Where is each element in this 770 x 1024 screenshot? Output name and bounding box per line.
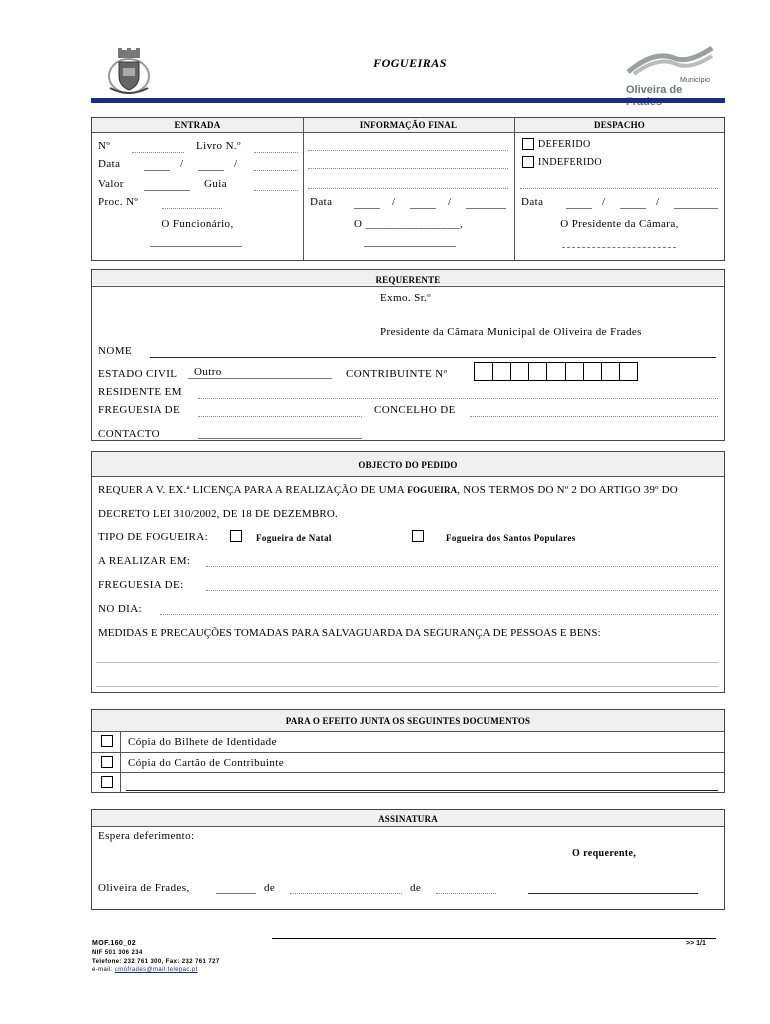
logo-municipio-text: Município [680, 77, 710, 84]
info-final-signer: O ________________, [353, 218, 464, 230]
fogueira-santos-checkbox[interactable] [412, 530, 424, 542]
indeferido-label: INDEFERIDO [538, 157, 602, 168]
assinatura-de-1: de [264, 882, 276, 894]
objecto-line-2: DECRETO LEI 310/2002, DE 18 DE DEZEMBRO. [98, 508, 339, 520]
municipal-crest [104, 48, 154, 96]
info-final-data-year[interactable] [466, 208, 506, 209]
footer-rule [272, 938, 716, 939]
footer-code: MOF.160_02 [92, 940, 137, 947]
assinatura-month[interactable] [290, 893, 402, 894]
fogueira-natal-checkbox[interactable] [230, 530, 242, 542]
despacho-line[interactable] [520, 188, 718, 189]
despacho-signer: O Presidente da Câmara, [560, 218, 679, 230]
entrada-signer: O Funcionário, [161, 218, 234, 230]
despacho-data-label: Data [521, 196, 544, 208]
despacho-signature-line[interactable] [562, 247, 676, 248]
info-final-data-label: Data [310, 196, 333, 208]
despacho-data-day[interactable] [566, 208, 592, 209]
espera-deferimento: Espera deferimento: [98, 830, 195, 842]
footer-nif: NIF 501 306 234 [92, 950, 143, 956]
entrada-data-day[interactable] [144, 170, 170, 171]
doc-contribuinte-label: Cópia do Cartão de Contribuinte [128, 757, 284, 769]
realizar-label: A REALIZAR EM: [98, 555, 191, 567]
requerente-signer: O requerente, [572, 848, 637, 859]
doc-other-field[interactable] [126, 790, 718, 791]
freguesia-field[interactable] [198, 416, 362, 417]
requerente-title: REQUERENTE [375, 275, 441, 285]
logo-name-text: Oliveira de [626, 84, 683, 96]
objecto-fogueira: FOGUEIRA [407, 485, 458, 495]
entrada-data-label: Data [98, 158, 121, 170]
assinatura-local: Oliveira de Frades, [98, 882, 190, 894]
despacho-title: DESPACHO [594, 120, 645, 130]
footer-email-row [92, 967, 198, 973]
objecto-freguesia-field[interactable] [206, 590, 718, 591]
objecto-title: OBJECTO DO PEDIDO [358, 460, 458, 470]
header-rule [91, 98, 725, 103]
document-title: FOGUEIRAS [373, 56, 447, 70]
assinatura-day[interactable] [216, 893, 256, 894]
despacho-data-month[interactable] [620, 208, 646, 209]
assinatura-year[interactable] [436, 893, 496, 894]
addressee: Presidente da Câmara Municipal de Oliveira de Frades [380, 326, 642, 338]
footer-phone: Telefone: 232 761 300, Fax: 232 761 727 [92, 959, 220, 965]
fogueira-natal-label: Fogueira de Natal [256, 533, 332, 543]
info-final-data-month[interactable] [410, 208, 436, 209]
contribuinte-digits[interactable] [474, 362, 638, 381]
info-final-signature-line[interactable] [364, 246, 456, 247]
entrada-signature-line[interactable] [150, 246, 242, 247]
freguesia-label: FREGUESIA DE [98, 404, 181, 416]
contribuinte-label: CONTRIBUINTE Nº [346, 368, 448, 380]
entrada-data-month[interactable] [198, 170, 224, 171]
realizar-field[interactable] [206, 566, 718, 567]
fogueira-santos-label: Fogueira dos Santos Populares [446, 533, 576, 543]
tipo-fogueira-label: TIPO DE FOGUEIRA: [98, 531, 209, 543]
entrada-guia-field[interactable] [254, 190, 298, 191]
concelho-label: CONCELHO DE [374, 404, 456, 416]
municipality-logo [624, 46, 716, 98]
documentos-title: PARA O EFEITO JUNTA OS SEGUINTES DOCUMENTOS [285, 716, 531, 726]
contacto-field[interactable] [198, 438, 362, 439]
objecto-line-1 [98, 484, 678, 496]
objecto-line-1a: REQUER A V. EX.ª LICENÇA PARA A REALIZAÇÃO DE UMA [98, 484, 405, 496]
dia-label: NO DIA: [98, 603, 143, 615]
objecto-freguesia-label: FREGUESIA DE: [98, 579, 184, 591]
doc-contribuinte-checkbox[interactable] [101, 756, 113, 768]
info-final-line-1[interactable] [308, 150, 508, 151]
info-final-line-3[interactable] [308, 188, 508, 189]
medidas-label: MEDIDAS E PRECAUÇÕES TOMADAS PARA SALVAGUARDA DA SEGURANÇA DE PESSOAS E BENS: [98, 627, 601, 639]
medidas-line-1[interactable] [96, 662, 718, 663]
entrada-n-label: Nº [98, 140, 111, 152]
salutation: Exmo. Sr.º [380, 292, 432, 304]
assinatura-title: ASSINATURA [378, 814, 438, 824]
requerente-signature-line[interactable] [528, 893, 698, 894]
nome-field[interactable] [150, 357, 716, 358]
medidas-line-2[interactable] [96, 686, 718, 687]
objecto-line-1c: , NOS TERMOS DO Nº 2 DO ARTIGO 39º DO [457, 484, 678, 496]
entrada-proc-label: Proc. Nº [98, 196, 139, 208]
indeferido-checkbox[interactable] [522, 156, 534, 168]
info-final-title: INFORMAÇÃO FINAL [359, 120, 458, 130]
estado-civil-field [188, 378, 332, 379]
entrada-valor-label: Valor [98, 178, 124, 190]
footer-email-link[interactable]: cmofrades@mail.telepac.pt [114, 967, 198, 973]
dia-field[interactable] [160, 614, 718, 615]
entrada-livro-label: Livro N.º [196, 140, 241, 152]
info-final-data-day[interactable] [354, 208, 380, 209]
assinatura-de-2: de [410, 882, 422, 894]
deferido-label: DEFERIDO [538, 139, 591, 150]
entrada-livro-field[interactable] [254, 152, 298, 153]
nome-label: NOME [98, 345, 132, 357]
doc-bi-checkbox[interactable] [101, 735, 113, 747]
residente-field[interactable] [198, 398, 718, 399]
contacto-label: CONTACTO [98, 428, 161, 440]
entrada-valor-field[interactable] [144, 190, 190, 191]
despacho-data-year[interactable] [674, 208, 718, 209]
entrada-data-year[interactable] [254, 170, 298, 171]
info-final-line-2[interactable] [308, 168, 508, 169]
footer-email-label: e-mail: [92, 967, 113, 973]
estado-civil-value[interactable]: Outro [194, 366, 222, 378]
entrada-proc-field[interactable] [162, 208, 222, 209]
estado-civil-label: ESTADO CIVIL [98, 368, 178, 380]
footer-page: >> 1/1 [686, 940, 706, 947]
entrada-title: ENTRADA [174, 120, 221, 130]
residente-label: RESIDENTE EM [98, 386, 182, 398]
top-section [91, 117, 725, 261]
doc-other-checkbox[interactable] [101, 776, 113, 788]
entrada-n-field[interactable] [132, 152, 184, 153]
entrada-guia-label: Guia [204, 178, 227, 190]
deferido-checkbox[interactable] [522, 138, 534, 150]
doc-bi-label: Cópia do Bilhete de Identidade [128, 736, 277, 748]
concelho-field[interactable] [470, 416, 718, 417]
